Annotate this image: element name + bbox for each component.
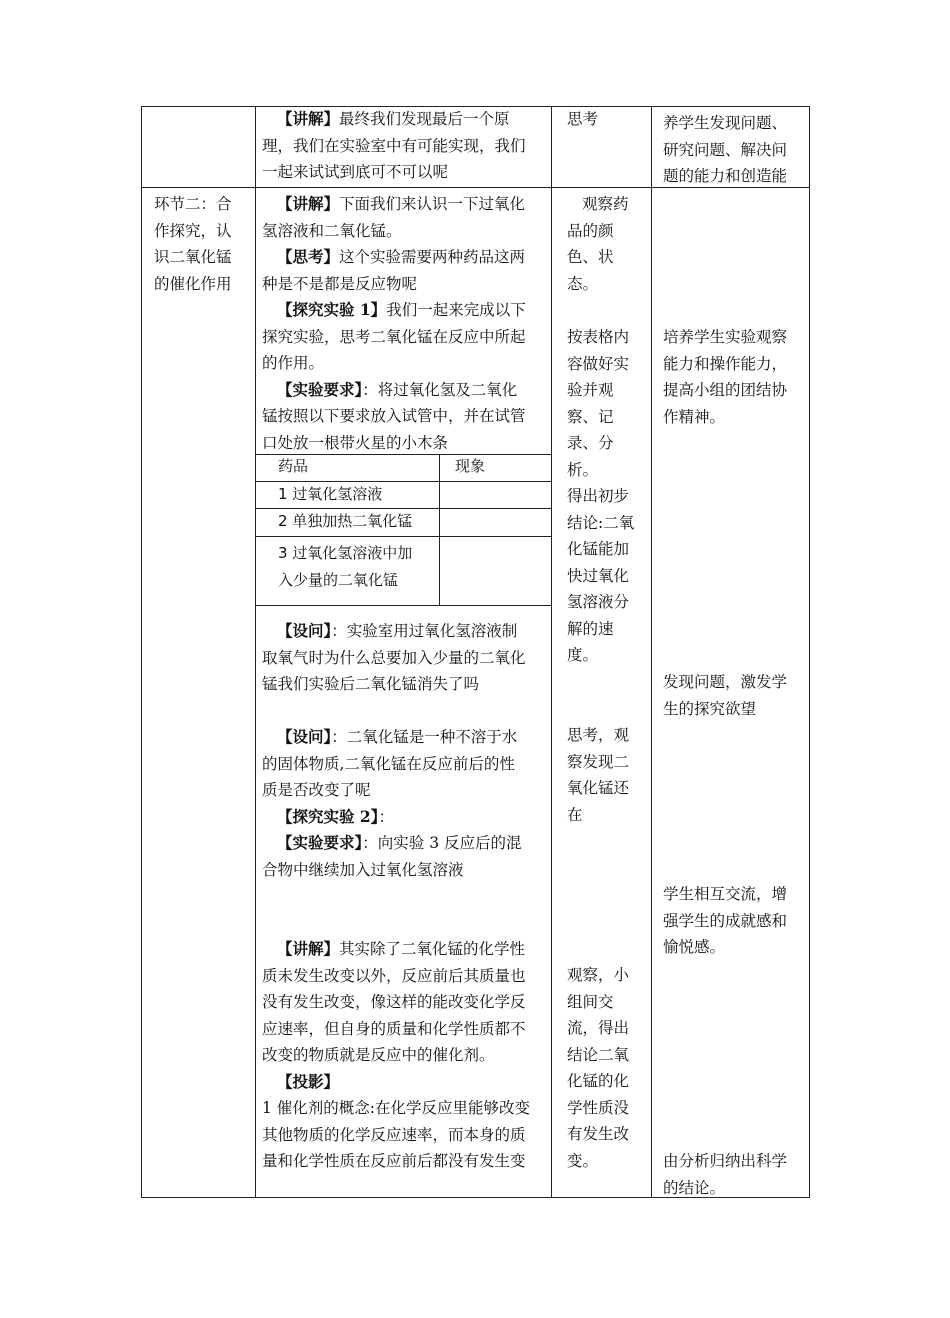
inner-table-cell: 3 过氧化氢溶液中加 <box>278 544 413 562</box>
table-right-border <box>809 106 810 1198</box>
teacher-activity-top: 【讲解】下面我们来认识一下过氧化 氢溶液和二氧化锰。 【思考】这个实验需要两种药品这两 种是不是都是反应物呢 【探究实验 1】我们一起来完成以下 探究实验，思考二氧化锰在反应中所起 的作用。 【实验要求】：将过氧化氢及二氧化 锰按照以下要求放入试管中，并在试管 口处放一根带火星的小木条 <box>262 194 526 452</box>
design-intent-observation: 培养学生实验观察 能力和操作能力， 提高小组的团结协 作精神。 <box>663 328 788 426</box>
inner-table-header-reagent: 药品 <box>278 457 309 475</box>
teacher-lecture-catalyst: 【讲解】其实除了二氧化锰的化学性 质未发生改变以外，反应前后其质量也 没有发生改变，像这样的能改变化学反 应速率，但自身的质量和化学性质都不 改变的物质就是反应中的催化剂。 【投影】 1 催化剂的概念:在化学反应里能够改变 其他物质的化学反应速率，而本身的质 量和化学性质在反应前后都没有发生变 <box>262 939 531 1170</box>
student-activity-conclude: 观察，小 组间交 流，得出 结论二氧 化锰的化 学性质没 有发生改 变。 <box>567 966 630 1170</box>
inner-table-line <box>255 536 551 537</box>
teacher-question-2: 【设问】：二氧化锰是一种不溶于水 的固体物质,二氧化锰在反应前后的性 质是否改变了呢 【探究实验 2】： 【实验要求】：向实验 3 反应后的混 合物中继续加入过氧化氢溶液 <box>262 727 522 879</box>
row1-lecture: 【讲解】最终我们发现最后一个原 理，我们在实验室中有可能实现，我们 一起来试试到底可不可以呢 <box>262 109 526 181</box>
inner-table-col-divider <box>439 454 440 605</box>
row1-student-activity: 思考 <box>567 110 599 128</box>
student-activity-observe: 观察药 品的颜 色、状 态。 <box>567 195 629 293</box>
inner-table-header-phenomenon: 现象 <box>455 457 486 475</box>
design-intent-conclusion: 由分析归纳出科学 的结论。 <box>663 1152 788 1197</box>
student-activity-experiment: 按表格内 容做好实 验并观 察、记 录、分 析。 得出初步 结论:二氧 化锰能加 快过氧化 氢溶液分 解的速 度。 <box>567 328 635 664</box>
inner-table-cell: 2 单独加热二氧化锰 <box>278 512 413 530</box>
inner-table-cell: 入少量的二氧化锰 <box>278 571 399 589</box>
student-activity-think: 思考，观 察发现二 氧化锰还 在 <box>567 726 630 824</box>
col-divider-2 <box>551 106 552 1198</box>
stage-title: 环节二：合 作探究，认 识二氧化锰 的催化作用 <box>154 195 232 293</box>
col-divider-1 <box>255 106 256 1198</box>
design-intent-inquiry: 发现问题，激发学 生的探究欲望 <box>663 673 788 718</box>
teacher-question-1: 【设问】：实验室用过氧化氢溶液制 取氧气时为什么总要加入少量的二氧化 锰我们实验后二氧化锰消失了吗 <box>262 621 526 693</box>
design-intent-communication: 学生相互交流，增 强学生的成就感和 愉悦感。 <box>663 885 788 956</box>
inner-table-cell: 1 过氧化氢溶液 <box>278 485 383 503</box>
col-divider-3 <box>651 106 652 1198</box>
row1-design-intent: 养学生发现问题、 研究问题、解决问 题的能力和创造能 <box>663 114 788 185</box>
inner-table-line <box>255 605 551 606</box>
table-left-border <box>141 106 142 1198</box>
